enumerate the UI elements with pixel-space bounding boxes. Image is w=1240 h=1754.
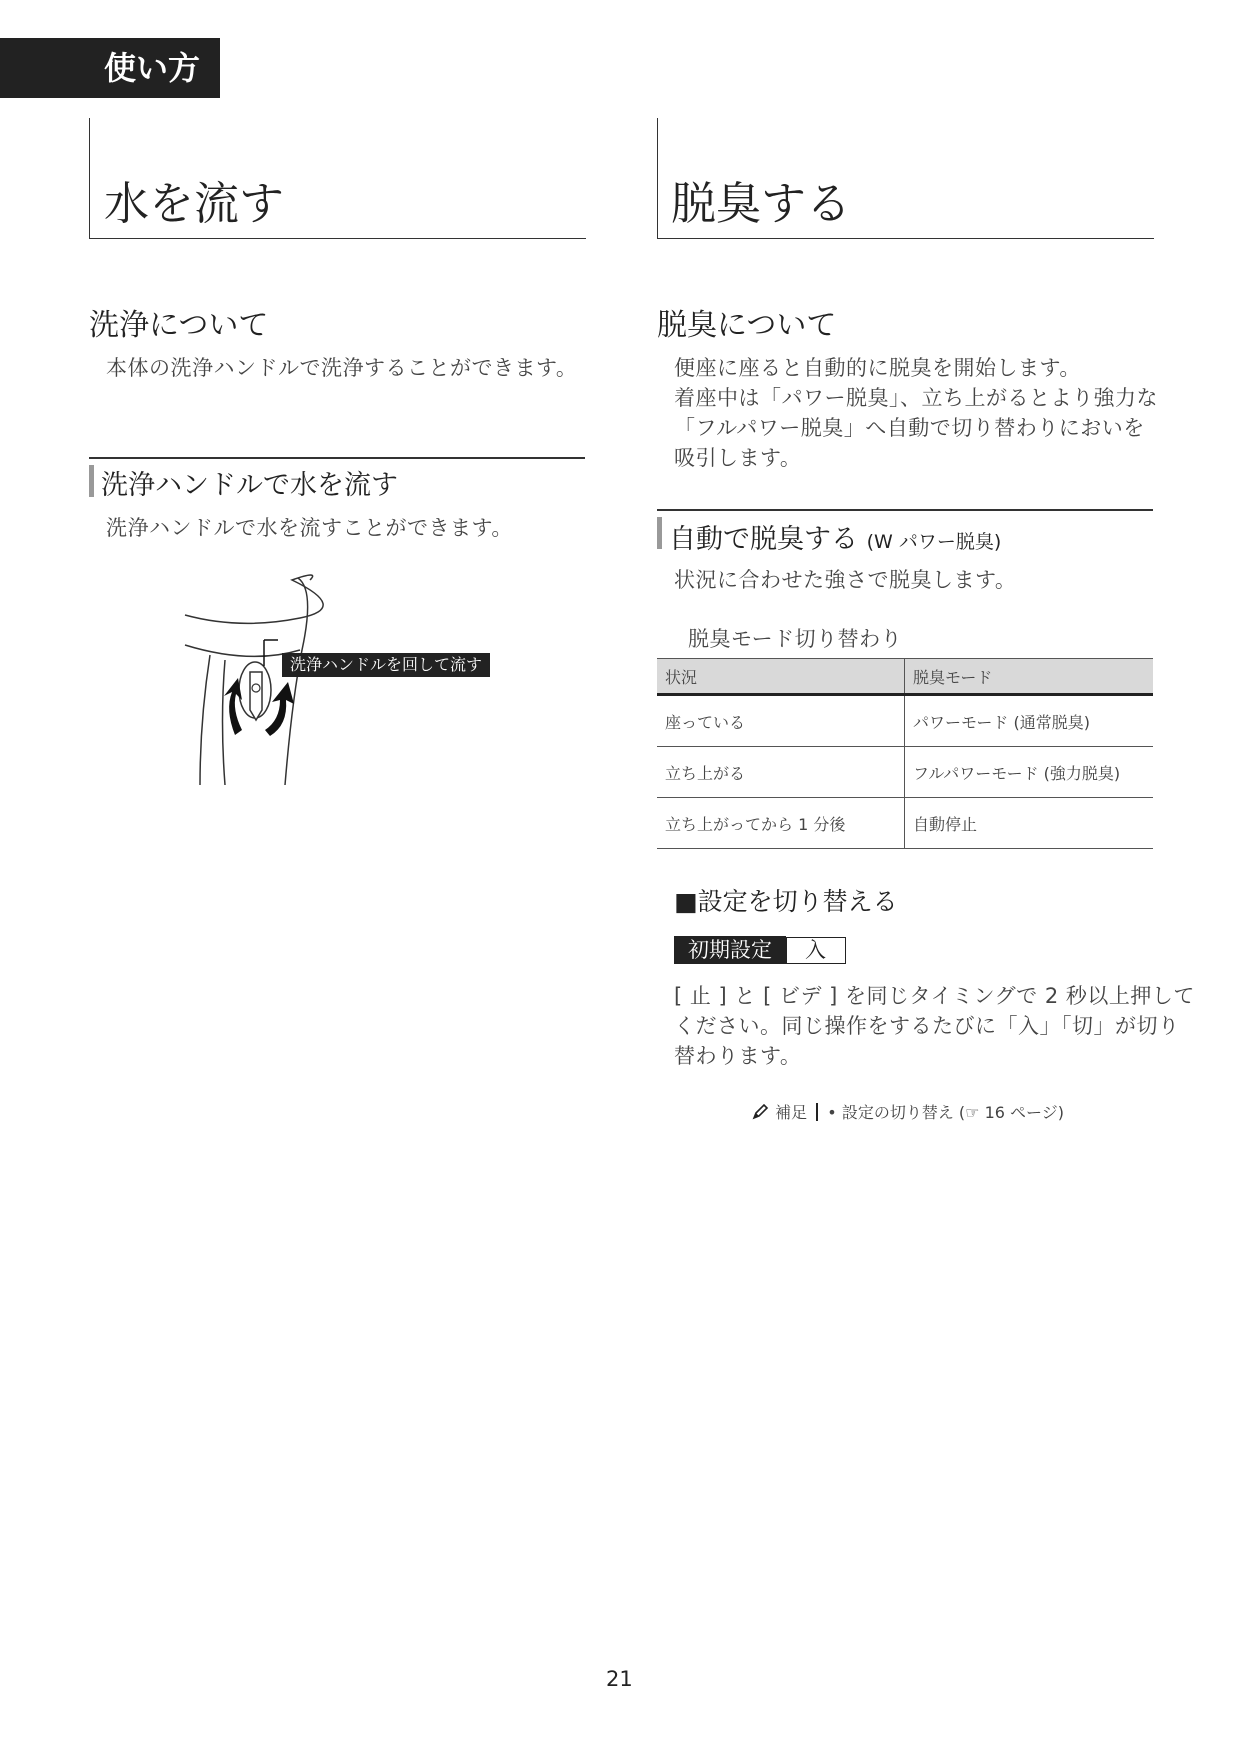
mode-table [657, 658, 1153, 849]
right-h4-body [674, 981, 1195, 1071]
section-tab: 使い方 [0, 38, 220, 98]
table-cell: 座っている [657, 695, 905, 747]
body-line: 吸引します。 [674, 446, 802, 470]
left-title: 水を流す [104, 177, 285, 230]
page-number: 21 [606, 1667, 633, 1691]
right-h3-heading [657, 509, 1153, 555]
body-line: 便座に座ると自動的に脱臭を開始します。 [674, 356, 1081, 380]
left-h3-heading [89, 457, 585, 503]
initial-setting-value: 入 [786, 937, 846, 964]
right-h2-body [674, 353, 1158, 473]
right-h4: ■設定を切り替える [674, 887, 898, 916]
table-cell: 立ち上がる [657, 747, 905, 798]
right-title: 脱臭する [671, 177, 852, 230]
table-row [657, 798, 1153, 849]
note-divider [816, 1103, 818, 1121]
left-h3: 洗浄ハンドルで水を流す [101, 470, 398, 501]
table-row [657, 747, 1153, 798]
pencil-icon [752, 1104, 770, 1120]
table-cell: フルパワーモード (強力脱臭) [905, 747, 1154, 798]
left-h2: 洗浄について [89, 308, 269, 343]
table-row [657, 695, 1153, 747]
table-cell: 自動停止 [905, 798, 1154, 849]
table-header: 状況 [657, 659, 905, 695]
table-header: 脱臭モード [905, 659, 1154, 695]
initial-setting [674, 936, 846, 964]
right-h3-body: 状況に合わせた強さで脱臭します。 [674, 568, 1017, 592]
body-line: ください。同じ操作をするたびに「入」「切」が切り [674, 1014, 1180, 1038]
left-h3-body: 洗浄ハンドルで水を流すことができます。 [106, 516, 513, 540]
figure-callout: 洗浄ハンドルを回して流す [282, 653, 490, 677]
right-h3-sub: (W パワー脱臭) [866, 531, 1002, 553]
table-cell: パワーモード (通常脱臭) [905, 695, 1154, 747]
table-caption: 脱臭モード切り替わり [688, 627, 903, 651]
left-h2-body: 本体の洗浄ハンドルで洗浄することができます。 [106, 356, 578, 380]
body-line: 「フルパワー脱臭」へ自動で切り替わりにおいを [674, 416, 1145, 440]
body-line: 替わります。 [674, 1044, 802, 1068]
note [752, 1100, 1064, 1123]
heading-bar [657, 517, 662, 549]
table-header-row [657, 659, 1153, 695]
body-line: 着座中は「パワー脱臭」、立ち上がるとより強力な [674, 386, 1158, 410]
right-h2: 脱臭について [657, 308, 837, 343]
initial-setting-label: 初期設定 [674, 936, 786, 964]
heading-bar [89, 465, 94, 497]
body-line: [ 止 ] と [ ビデ ] を同じタイミングで 2 秒以上押して [674, 984, 1195, 1008]
note-label: 補足 [775, 1103, 808, 1122]
note-text: • 設定の切り替え (☞ 16 ページ) [827, 1103, 1064, 1122]
right-h3: 自動で脱臭する [669, 524, 858, 555]
table-cell: 立ち上がってから 1 分後 [657, 798, 905, 849]
flush-handle-illustration [180, 570, 500, 790]
